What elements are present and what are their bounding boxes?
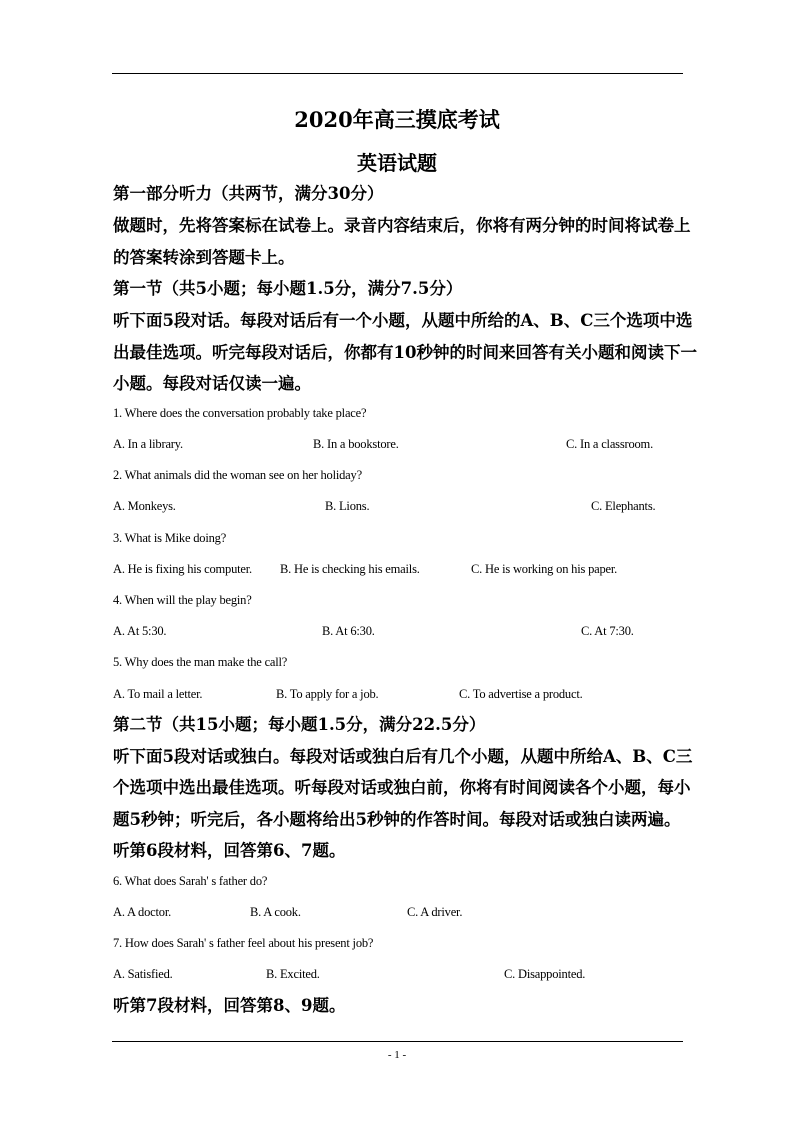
section2-instruction-line: 听下面5段对话或独白。每段对话或独白后有几个小题，从题中所给A、B、C三 <box>113 747 693 766</box>
section1-instruction-line: 出最佳选项。听完每段对话后，你都有10秒钟的时间来回答有关小题和阅读下一 <box>113 343 697 362</box>
material-7-heading: 听第7段材料，回答第8、9题。 <box>113 996 346 1015</box>
question-7-option-c: C. Disappointed. <box>504 967 586 981</box>
question-7-option-b: B. Excited. <box>266 967 320 981</box>
section2-instruction-line: 个选项中选出最佳选项。听每段对话或独白前，你将有时间阅读各个小题，每小 <box>113 778 691 797</box>
question-3: 3. What is Mike doing? <box>113 531 227 545</box>
footer-rule <box>112 1041 683 1042</box>
question-3-option-c: C. He is working on his paper. <box>471 562 618 576</box>
question-7-option-a: A. Satisfied. <box>113 967 173 981</box>
part1-instruction-line: 的答案转涂到答题卡上。 <box>113 248 295 267</box>
question-6-option-a: A. A doctor. <box>113 905 172 919</box>
question-6: 6. What does Sarah' s father do? <box>113 874 268 888</box>
section1-heading: 第一节（共5小题；每小题1.5分，满分7.5分） <box>113 279 463 298</box>
part1-instruction-line: 做题时，先将答案标在试卷上。录音内容结束后，你将有两分钟的时间将试卷上 <box>113 216 691 235</box>
question-1: 1. Where does the conversation probably take place? <box>113 406 367 420</box>
question-2-option-b: B. Lions. <box>325 499 370 513</box>
question-7: 7. How does Sarah' s father feel about his present job? <box>113 936 374 950</box>
exam-subtitle: 英语试题 <box>357 151 437 175</box>
material-6-heading: 听第6段材料，回答第6、7题。 <box>113 841 346 860</box>
question-4: 4. When will the play begin? <box>113 593 252 607</box>
part1-heading: 第一部分听力（共两节，满分30分） <box>113 184 384 203</box>
exam-title: 2020年高三摸底考试 <box>294 107 500 132</box>
question-3-option-b: B. He is checking his emails. <box>280 562 420 576</box>
section1-instruction-line: 听下面5段对话。每段对话后有一个小题，从题中所给的A、B、C三个选项中选 <box>113 311 693 330</box>
header-rule <box>112 73 683 74</box>
question-2: 2. What animals did the woman see on her holiday? <box>113 468 362 482</box>
question-4-option-c: C. At 7:30. <box>581 624 634 638</box>
question-3-option-a: A. He is fixing his computer. <box>113 562 252 576</box>
section1-instruction-line: 小题。每段对话仅读一遍。 <box>113 374 311 393</box>
question-2-option-a: A. Monkeys. <box>113 499 176 513</box>
section2-heading: 第二节（共15小题；每小题1.5分，满分22.5分） <box>113 715 486 734</box>
question-2-option-c: C. Elephants. <box>591 499 656 513</box>
question-4-option-a: A. At 5:30. <box>113 624 167 638</box>
page-number: - 1 - <box>387 1049 407 1061</box>
question-5: 5. Why does the man make the call? <box>113 655 288 669</box>
question-5-option-a: A. To mail a letter. <box>113 687 203 701</box>
question-5-option-b: B. To apply for a job. <box>276 687 379 701</box>
question-4-option-b: B. At 6:30. <box>322 624 375 638</box>
section2-instruction-line: 题5秒钟；听完后，各小题将给出5秒钟的作答时间。每段对话或独白读两遍。 <box>113 810 681 829</box>
question-1-option-a: A. In a library. <box>113 437 183 451</box>
question-5-option-c: C. To advertise a product. <box>459 687 583 701</box>
question-1-option-c: C. In a classroom. <box>566 437 654 451</box>
question-6-option-c: C. A driver. <box>407 905 463 919</box>
question-6-option-b: B. A cook. <box>250 905 301 919</box>
question-1-option-b: B. In a bookstore. <box>313 437 399 451</box>
